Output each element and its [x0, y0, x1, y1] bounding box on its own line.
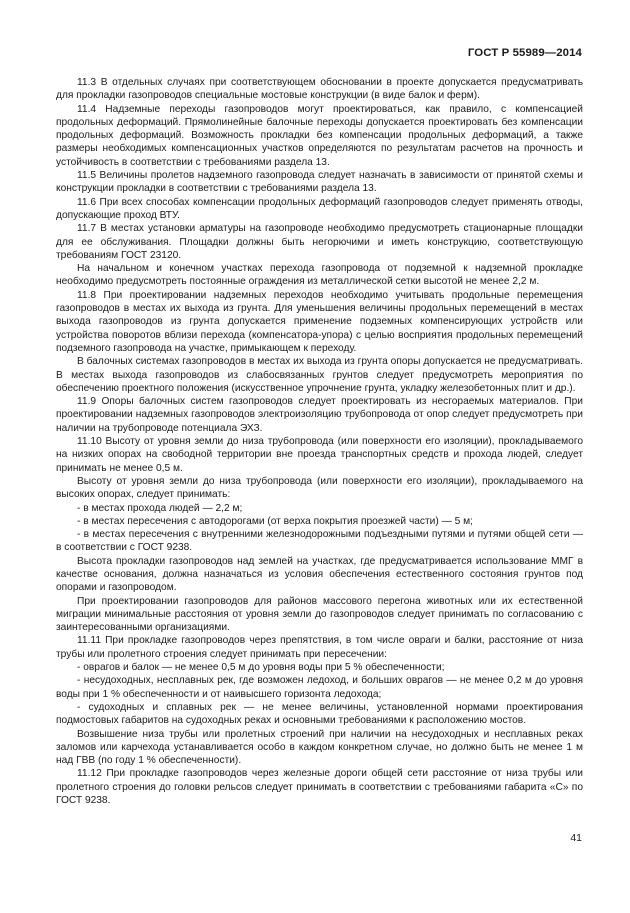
list-item: - в местах прохода людей — 2,2 м; [77, 502, 243, 514]
paragraph-11-5: 11.5 Величины пролетов надземного газопровода следует назначать в зависимости от принятой схемы и конструкции прокладки в соответствии с требованиями раздела 13. [56, 170, 583, 195]
paragraph-fencing: На начальном и конечном участках перехода газопровода от подземной к надземной прокладке необходимо предусмотреть постоянные ограждения из металлической сетки высотой не менее 2,2 м. [56, 263, 583, 288]
paragraph-11-8: 11.8 При проектировании надземных переходов необходимо учитывать продольные перемещения газопроводов в местах их выхода из грунта. Для уменьшения величины продольных перемещений в местах выхода газопроводов из грунта допускается применение подземных компенсирующих устройств или устройства поворотов вблизи перехода (компенсатора-упора) с целью восприятия продольных перемещений подземного газопровода на участке, примыкающем к переходу. [56, 289, 583, 354]
paragraph-beam-supports: В балочных системах газопроводов в местах их выхода из грунта опоры допускается не предусматривать. В местах выхода газопроводов из слабосвязанных грунтов следует предусмотреть мероприятия по обеспечению проектного положения (искусственное упрочнение грунта, укладку железобетонных плит и др.). [56, 356, 583, 394]
document-body [56, 76, 583, 807]
paragraph-11-10: 11.10 Высоту от уровня земли до низа трубопровода (или поверхности его изоляции), прокладываемого на низких опорах на свободной территории вне проезда транспортных средств и прохода людей, следует принимать не менее 0,5 м. [56, 436, 583, 474]
paragraph-11-9: 11.9 Опоры балочных систем газопроводов следует проектировать из несгораемых материалов. При проектировании надземных газопроводов электроизоляцию трубопровода от опор следует предусмотреть при наличии на трубопроводе потенциала ЭХЗ. [56, 396, 583, 434]
paragraph-11-7: 11.7 В местах установки арматуры на газопроводе необходимо предусмотреть стационарные площадки для ее обслуживания. Площадки должны быть негорючими и иметь конструкцию, соответствующую требованиям ГОСТ 23120. [56, 223, 583, 261]
list-item: - в местах пересечения с внутренними железнодорожными подъездными путями и путями общей сети — в соответствии с ГОСТ 9238. [56, 529, 583, 554]
list-item: - несудоходных, несплавных рек, где возможен ледоход, и больших оврагов — не менее 0,2 м до уровня воды при 1 % обеспеченности и от наивысшего горизонта ледохода; [56, 675, 583, 700]
list-item: - оврагов и балок — не менее 0,5 м до уровня воды при 5 % обеспеченности; [77, 662, 445, 674]
paragraph-11-4: 11.4 Надземные переходы газопроводов могут проектироваться, как правило, с компенсацией продольных деформаций. Прямолинейные балочные переходы допускается проектировать без компенсации продольных деформаций. Возможность прокладки без компенсации продольных деформаций, а также размеры необходимых компенсационных участков определяются по результатам расчетов на прочность и устойчивость в соответствии с требованиями раздела 13. [56, 103, 583, 168]
paragraph-11-3: 11.3 В отдельных случаях при соответствующем обосновании в проекте допускается предусматривать для прокладки газопроводов специальные мостовые конструкции (в виде балок и ферм). [56, 77, 583, 102]
paragraph-11-11: 11.11 При прокладке газопроводов через препятствия, в том числе овраги и балки, расстояние от низа трубы или пролетного строения следует принимать при пересечении: [56, 635, 583, 660]
paragraph-mmg: Высота прокладки газопроводов над землей на участках, где предусматривается использование ММГ в качестве основания, должна назначаться из условия обеспечения естественного состояния грунтов под опорами и газопроводом. [56, 555, 583, 594]
paragraph-11-12: 11.12 При прокладке газопроводов через железные дороги общей сети расстояние от низа трубы или пролетного строения до головки рельсов следует принимать в соответствии с требованиями габарита «С» по ГОСТ 9238. [56, 768, 583, 807]
paragraph-elevation: Возвышение низа трубы или пролетных строений при наличии на несудоходных и несплавных реках заломов или карчехода устанавливается особо в каждом конкретном случае, но должно быть не менее 1 м над ГВВ (по году 1 % обеспеченности). [56, 728, 583, 767]
list-item: - судоходных и сплавных рек — не менее величины, установленной нормами проектирования подмостовых габаритов на судоходных реках и основными требованиями к расположению мостов. [56, 701, 583, 727]
list-item: - в местах пересечения с автодорогами (от верха покрытия проезжей части) — 5 м; [77, 515, 473, 527]
standard-header: ГОСТ Р 55989—2014 [467, 47, 582, 59]
paragraph-high-supports: Высоту от уровня земли до низа трубопровода (или поверхности его изоляции), прокладываемого на высоких опорах, следует принимать: [56, 475, 583, 501]
page-number: 41 [570, 832, 582, 844]
paragraph-11-6: 11.6 При всех способах компенсации продольных деформаций газопроводов следует применять отводы, допускающие проход ВТУ. [56, 196, 583, 221]
paragraph-animal-migration: При проектировании газопроводов для районов массового перегона животных или их естественной миграции минимальные расстояния от уровня земли до газопроводов следует принимать по согласованию с заинтересованными организациями. [56, 595, 583, 634]
